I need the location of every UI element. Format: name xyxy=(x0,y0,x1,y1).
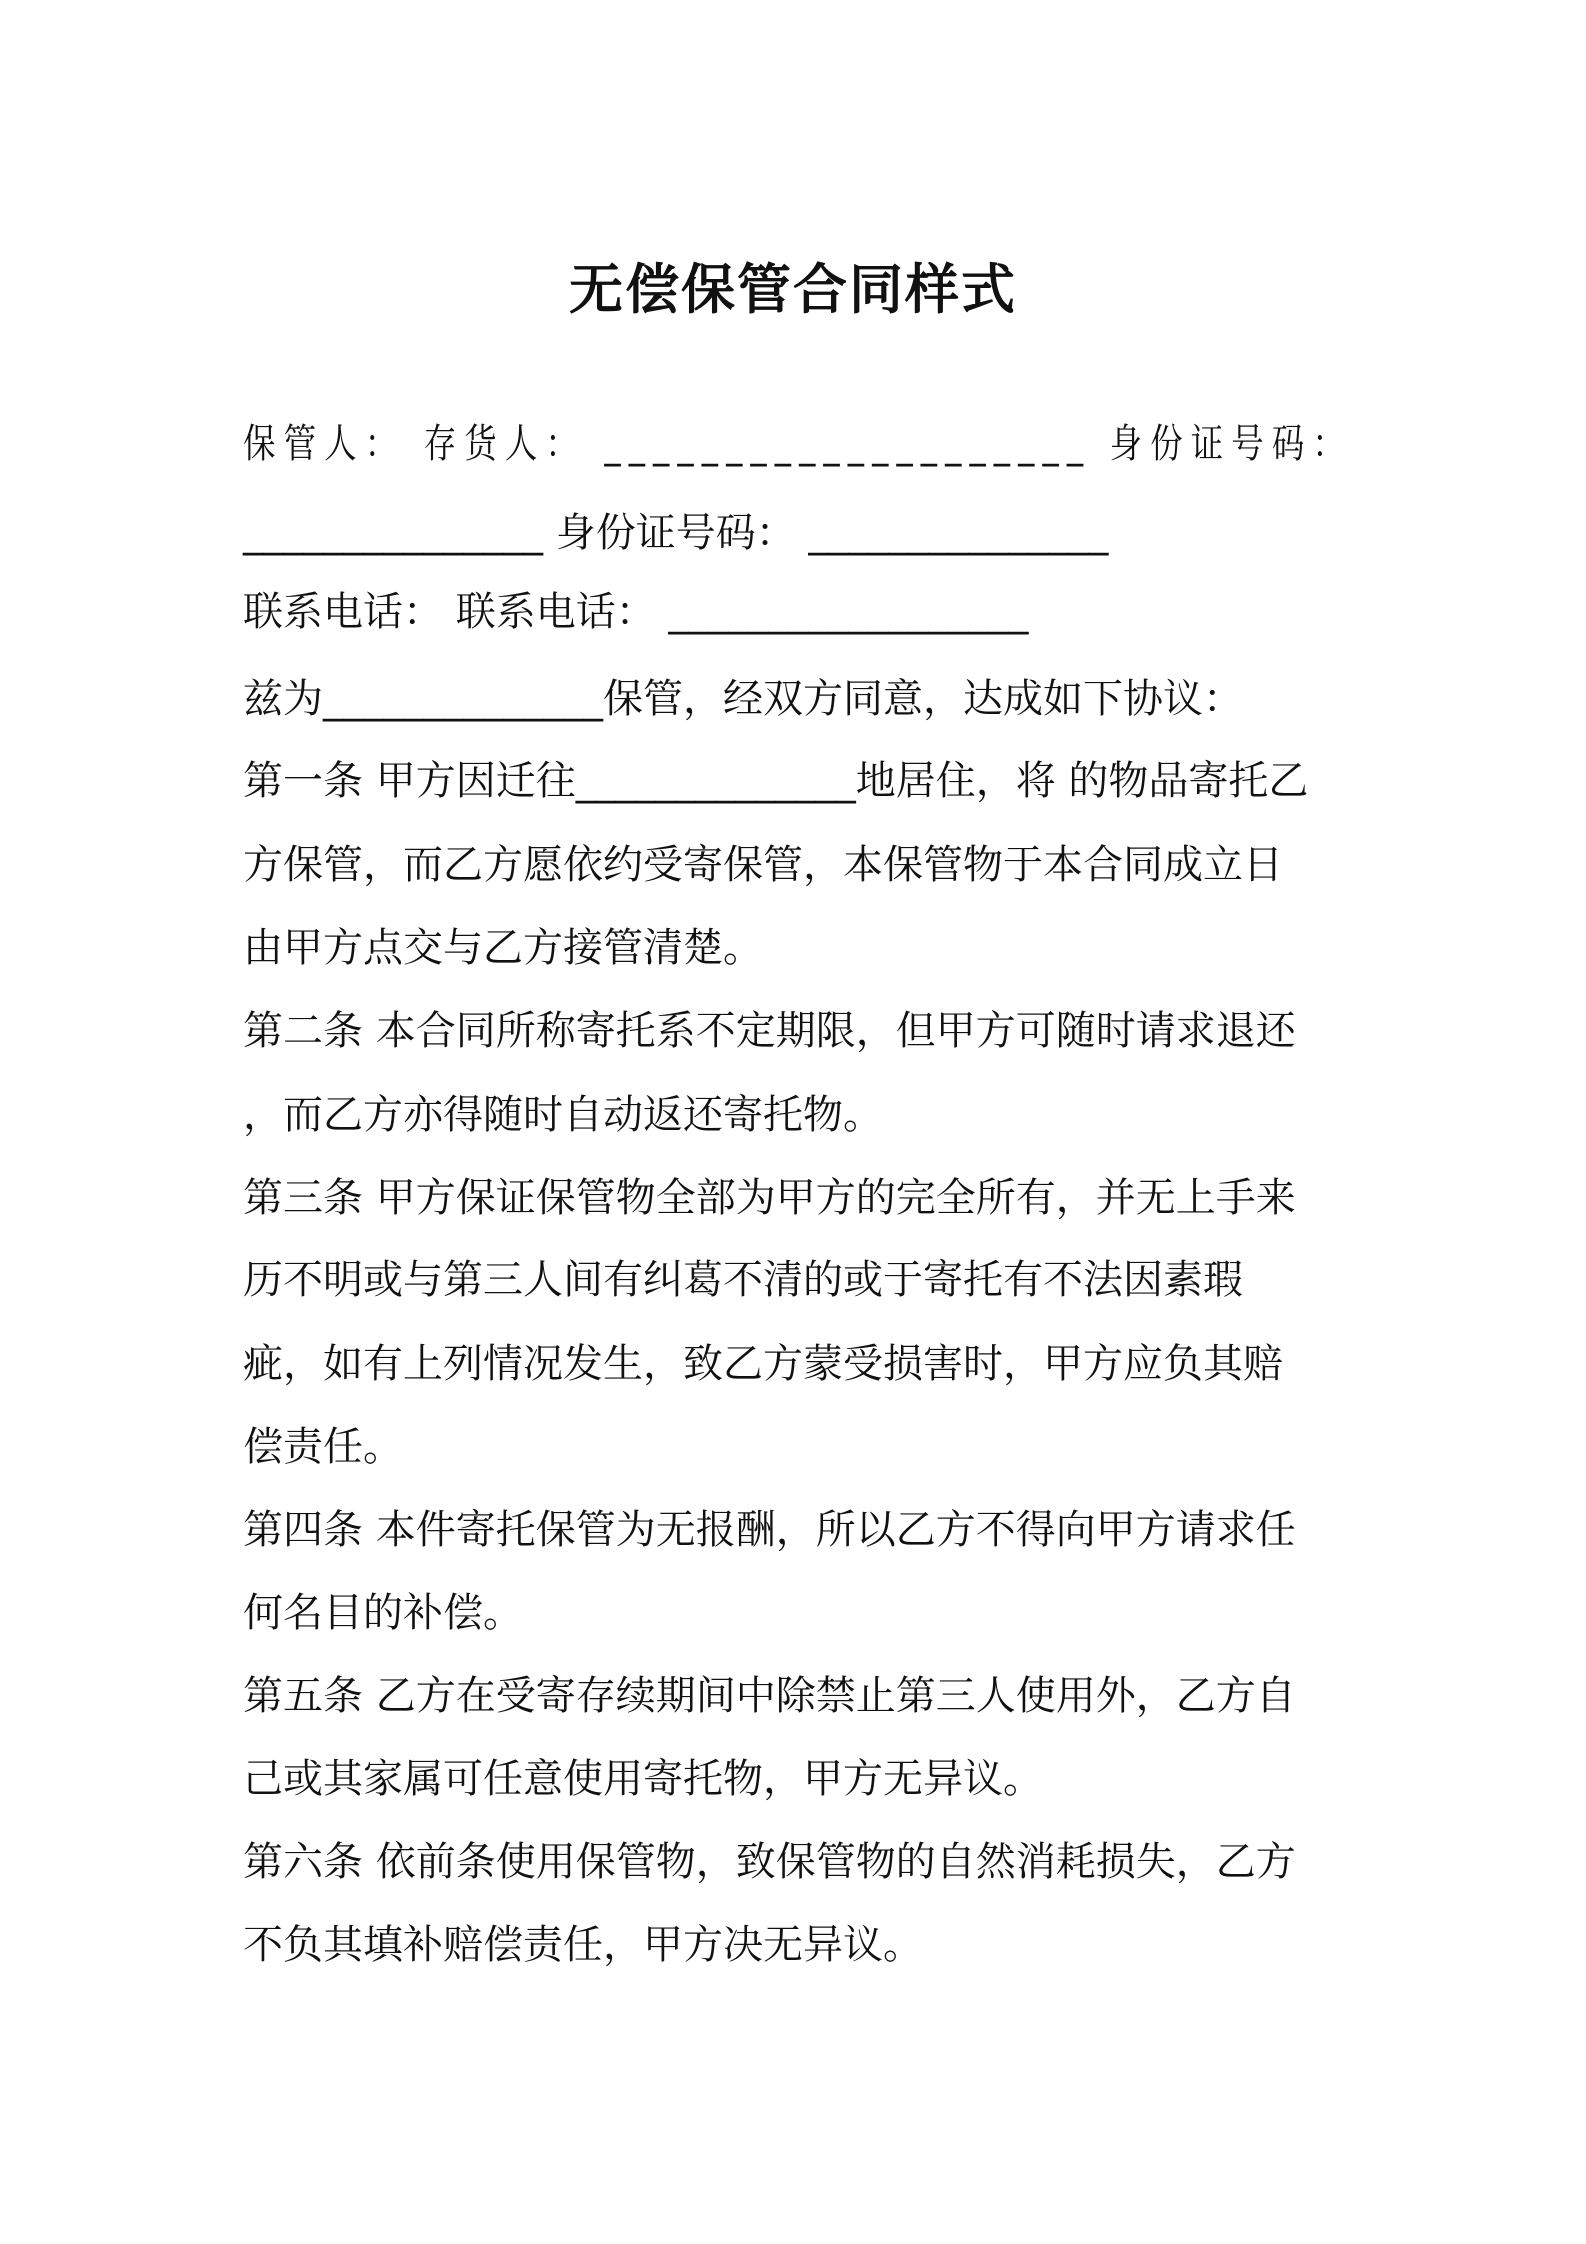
article-3-line-3: 疵，如有上列情况发生，致乙方蒙受损害时，甲方应负其赔 xyxy=(243,1341,1283,1387)
article-2-line-1: 第二条 本合同所称寄托系不定期限，但甲方可随时请求退还 xyxy=(243,1008,1296,1054)
article-6-line-1: 第六条 依前条使用保管物，致保管物的自然消耗损失，乙方 xyxy=(243,1839,1296,1885)
party-line-2: _______________ 身份证号码： _______________ xyxy=(243,510,1109,556)
article-4-line-1: 第四条 本件寄托保管为无报酬，所以乙方不得向甲方请求任 xyxy=(243,1507,1296,1553)
article-4-line-2: 何名目的补偿。 xyxy=(243,1590,523,1636)
article-3-line-2: 历不明或与第三人间有纠葛不清的或于寄托有不法因素瑕 xyxy=(243,1257,1243,1303)
document-title: 无偿保管合同样式 xyxy=(569,258,1017,321)
party-line-1: 保管人： 存货人： ____________________ 身份证号码： xyxy=(243,421,1353,467)
phone-line: 联系电话： 联系电话： __________________ xyxy=(243,589,1029,635)
article-2-line-2: ，而乙方亦得随时自动返还寄托物。 xyxy=(243,1092,883,1138)
article-6-line-2: 不负其填补赔偿责任，甲方决无异议。 xyxy=(243,1922,923,1968)
article-3-line-4: 偿责任。 xyxy=(243,1424,403,1470)
article-5-line-1: 第五条 乙方在受寄存续期间中除禁止第三人使用外，乙方自 xyxy=(243,1673,1296,1719)
article-3-line-1: 第三条 甲方保证保管物全部为甲方的完全所有，并无上手来 xyxy=(243,1175,1296,1221)
preamble-line: 兹为______________保管，经双方同意，达成如下协议： xyxy=(243,676,1243,722)
article-5-line-2: 己或其家属可任意使用寄托物，甲方无异议。 xyxy=(243,1756,1043,1802)
article-1-line-3: 由甲方点交与乙方接管清楚。 xyxy=(243,925,763,971)
article-1-line-2: 方保管，而乙方愿依约受寄保管，本保管物于本合同成立日 xyxy=(243,842,1283,888)
article-1-line-1: 第一条 甲方因迁往______________地居住，将 的物品寄托乙 xyxy=(243,758,1309,804)
